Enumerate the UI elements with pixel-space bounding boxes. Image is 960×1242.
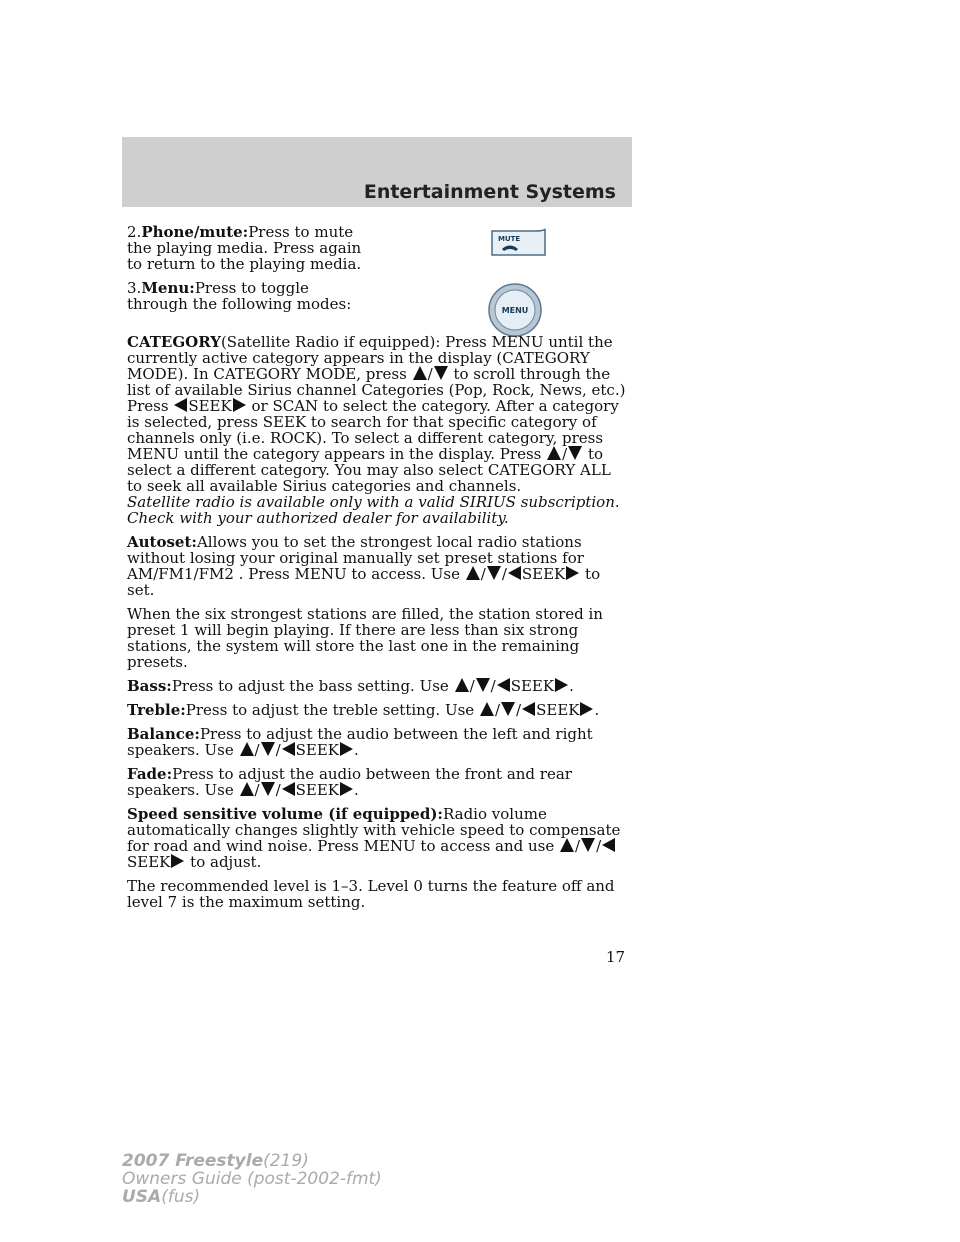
down-arrow-icon [261,782,275,796]
bass-paragraph: Bass:Press to adjust the bass setting. Use / / SEEK . [127,677,574,695]
footer-line-2: Owners Guide (post-2002-fmt) [122,1169,382,1189]
seek-right-icon [566,566,579,580]
seek-left-icon [174,398,187,412]
speed-volume-level-note: The recommended level is 1–3. Level 0 turns the feature off and level 7 is the maximum setting. [127,877,615,911]
mute-label: MUTE [498,235,521,243]
seek-left-icon [508,566,521,580]
up-arrow-icon [240,782,254,796]
header-band [122,137,632,207]
down-arrow-icon [581,838,595,852]
seek-right-icon [171,854,184,868]
seek-left-icon [282,742,295,756]
down-arrow-icon [476,678,490,692]
menu-label-text: Menu: [141,279,195,297]
seek-left-icon [282,782,295,796]
fade-paragraph: Fade:Press to adjust the audio between the front and rear speakers. Use / / SEEK . [127,765,572,799]
item-phone-mute: 2.Phone/mute:Press to mute the playing media. Press again to return to the playing media. [127,223,362,273]
sirius-note: Satellite radio is available only with a valid SIRIUS subscription. Check with your authorized dealer for availability. [127,493,620,527]
category-paragraph: CATEGORY(Satellite Radio if equipped): Press MENU until the currently active category appears in the display (CATEGORY MODE). In CATEGORY MODE, press / to scroll through the list of available Sirius channel Categories (Pop, Rock, News, etc.) Press SEEK or SCAN to select the category. After a category is selected, press SEEK to search for that specific category of channels only (i.e. ROCK). To select a different category, press MENU until the category appears in the display. Press / to select a different category. You may also select CATEGORY ALL to seek all available Sirius categories and channels. Satellite radio is available only with a valid SIRIUS subscription. Check with your authorized dealer for availability. [127,333,626,527]
autoset-detail: When the six strongest stations are filled, the station stored in preset 1 will begin playing. If there are less than six strong stations, the system will store the last one in the remaining presets. [127,605,603,671]
up-arrow-icon [466,566,480,580]
page-number: 17 [606,948,626,966]
down-arrow-icon [261,742,275,756]
seek-right-icon [340,782,353,796]
footer-line-1: 2007 Freestyle(219) [122,1151,309,1171]
down-arrow-icon [568,446,582,460]
seek-left-icon [602,838,615,852]
footer-line-3: USA(fus) [122,1187,201,1207]
manual-content [127,224,627,918]
up-arrow-icon [480,702,494,716]
footer-watermark [122,1152,382,1206]
item-menu: 3.Menu:Press to toggle through the following modes: [127,279,352,313]
seek-left-icon [522,702,535,716]
autoset-paragraph: Autoset:Allows you to set the strongest local radio stations without losing your original manually set preset stations for AM/FM1/FM2 . Press MENU to access. Use / / SEEK to set. [127,533,601,599]
down-arrow-icon [487,566,501,580]
up-arrow-icon [547,446,561,460]
seek-right-icon [580,702,593,716]
seek-right-icon [233,398,246,412]
up-arrow-icon [560,838,574,852]
down-arrow-icon [434,366,448,380]
phone-mute-label: Phone/mute: [141,223,249,241]
treble-paragraph: Treble:Press to adjust the treble setting. Use / / SEEK . [127,701,600,719]
up-arrow-icon [413,366,427,380]
menu-label: MENU [501,306,529,315]
seek-left-icon [497,678,510,692]
balance-paragraph: Balance:Press to adjust the audio between the left and right speakers. Use / / SEEK . [127,725,593,759]
seek-right-icon [555,678,568,692]
up-arrow-icon [455,678,469,692]
down-arrow-icon [501,702,515,716]
speed-volume-paragraph: Speed sensitive volume (if equipped):Radio volume automatically changes slightly with vehicle speed to compensate for road and wind noise. Press MENU to access and use / /SEEK to adjust. [127,805,621,871]
section-title: Entertainment Systems [363,181,616,203]
up-arrow-icon [240,742,254,756]
seek-right-icon [340,742,353,756]
